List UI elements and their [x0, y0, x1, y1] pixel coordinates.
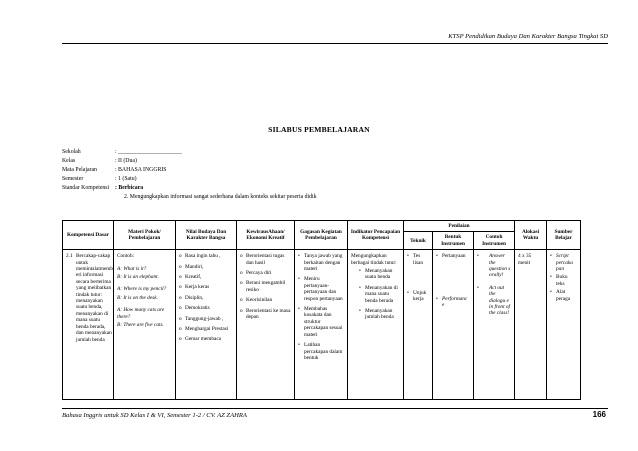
sumber-item: Script percaka pan	[556, 253, 573, 273]
alokasi-value: 4 x 35 menit	[518, 253, 532, 266]
cell-sumber	[547, 250, 581, 400]
dot-bullet-icon: •	[407, 290, 409, 297]
cell-materi	[114, 250, 176, 400]
cell-kewirausahaan	[237, 250, 295, 400]
materi-line: B: There are five cats.	[117, 322, 164, 329]
materi-line: B: It is on the desk.	[117, 294, 158, 301]
footer-text: Bahasa Inggris untuk SD Kelas I & VI, Semester 1-2 / CV. AZ ZAHRA	[62, 412, 247, 419]
info-block	[62, 148, 317, 201]
cell-kompetensi	[63, 250, 114, 400]
cell-nilai	[176, 250, 237, 400]
header-rule	[62, 43, 608, 44]
materi-line: B: It is an elephant.	[117, 274, 159, 281]
dot-bullet-icon: •	[477, 253, 479, 260]
indikator-item: Menanyakan jumlah benda	[365, 308, 394, 321]
col-indikator: Indikator Pencapaian Kompetensi	[348, 221, 404, 250]
dot-bullet-icon: •	[550, 274, 552, 281]
info-label: Standar Kompetensi	[62, 184, 110, 191]
circle-bullet-icon: o	[179, 263, 182, 270]
gagasan-item: Latihan percakapan dalam bentuk	[304, 342, 343, 361]
standard-competency-detail: 2. Mengungkapkan informasi sangat sederhana dalam konteks sekitar peserta didik	[124, 193, 317, 200]
kewirausahaan-item: Berorientasi ke masa depan	[246, 307, 291, 321]
col-teknik: Teknik	[404, 232, 433, 250]
dot-bullet-icon: •	[298, 276, 300, 283]
col-kompetensi-dasar: Kompetensi Dasar	[63, 221, 114, 250]
info-label: Semester	[62, 175, 84, 182]
circle-bullet-icon: o	[179, 326, 182, 333]
teknik-item: Unjuk kerja	[413, 290, 427, 303]
page-number: 166	[592, 410, 606, 419]
cell-alokasi	[515, 250, 547, 400]
sumber-item: Buku teks	[556, 274, 568, 287]
circle-bullet-icon: o	[240, 280, 243, 287]
kewirausahaan-item: Berorientasi tugas dan hasil	[246, 253, 285, 266]
dot-bullet-icon: •	[298, 342, 300, 349]
info-row	[62, 166, 317, 175]
dot-bullet-icon: •	[477, 284, 479, 291]
indikator-intro: Mengungkapkan berbagai tindak tutur:	[351, 253, 397, 266]
materi-line: A: What is it?	[117, 265, 147, 272]
dot-bullet-icon: •	[359, 308, 361, 315]
nilai-item: Kreatif,	[185, 274, 202, 281]
circle-bullet-icon: o	[179, 284, 182, 291]
materi-line: Contoh:	[117, 253, 135, 260]
kewirausahaan-item: Berani mengambil resiko	[246, 280, 286, 293]
circle-bullet-icon: o	[240, 253, 243, 260]
nilai-item: Rasa ingin tahu ,	[185, 253, 221, 260]
nilai-item: Demokratis	[185, 305, 210, 312]
kewirausahaan-item: Percaya diri	[246, 270, 272, 277]
dot-bullet-icon: •	[436, 295, 438, 302]
info-value: : II (Dua)	[115, 157, 137, 164]
info-row	[62, 148, 317, 157]
info-row	[62, 175, 317, 184]
dot-bullet-icon: •	[550, 253, 552, 260]
info-label: Mata Pelajaran	[62, 166, 97, 173]
col-sumber-belajar: Sumber Belajar	[547, 221, 581, 250]
circle-bullet-icon: o	[179, 253, 182, 260]
circle-bullet-icon: o	[179, 315, 182, 322]
dot-bullet-icon: •	[359, 268, 361, 275]
sumber-item: Alat peraga	[556, 289, 571, 302]
gagasan-item: Membahas kosakata dan struktur percakapan sesuai materi	[304, 306, 343, 338]
kd-text: Bercakap-cakap untuk memintalatmemb eri informasi secara berterima yang melibatkan tindak tutur: menanyakan suatu benda, menanyakan di mana suatu benda berada, dan menanyakan jumlah benda	[76, 253, 114, 343]
circle-bullet-icon: o	[240, 307, 243, 314]
kd-number: 2.1	[66, 253, 73, 260]
dot-bullet-icon: •	[359, 284, 361, 291]
table-row	[63, 250, 581, 400]
col-alokasi-waktu: Alokasi Waktu	[515, 221, 547, 250]
info-value: : BAHASA INGGRIS	[115, 166, 167, 173]
cell-teknik	[404, 250, 433, 400]
header-note: KTSP Pendidikan Budaya Dan Karakter Bangsa Tingkat SD	[448, 33, 608, 40]
indikator-item: Menanyakan di mana suatu benda berada	[365, 284, 398, 304]
info-value: : ______________________	[115, 149, 182, 155]
cell-contoh	[474, 250, 515, 400]
indikator-item: Menanyakan suatu benda	[365, 268, 393, 281]
circle-bullet-icon: o	[240, 270, 243, 277]
circle-bullet-icon: o	[179, 274, 182, 281]
dot-bullet-icon: •	[298, 306, 300, 313]
nilai-item: Gemar membaca	[185, 336, 222, 343]
circle-bullet-icon: o	[179, 336, 182, 343]
info-value: : Berbicara	[115, 184, 144, 191]
cell-gagasan	[295, 250, 348, 400]
materi-line: A: Where is my pencil?	[117, 286, 167, 293]
nilai-item: Disiplin,	[185, 294, 204, 301]
page-title: SILABUS PEMBELAJARAN	[268, 125, 370, 134]
dot-bullet-icon: •	[436, 253, 438, 260]
col-gagasan-kegiatan: Gagasan Kegiatan Pembelajaran	[295, 221, 348, 250]
col-materi-pokok: Materi Pokok/ Pembelajaran	[114, 221, 176, 250]
nilai-item: Mandiri,	[185, 263, 204, 270]
dot-bullet-icon: •	[298, 253, 300, 260]
col-bentuk-instrumen: Bentuk Instrumen	[433, 232, 474, 250]
info-value: : 1 (Satu)	[115, 175, 137, 182]
teknik-item: Tes lisan	[413, 253, 424, 266]
dot-bullet-icon: •	[407, 253, 409, 260]
info-label: Kelas	[62, 157, 76, 164]
col-penilaian: Penilaian	[404, 221, 515, 232]
col-contoh-instrumen: Contoh Instrumen	[474, 232, 515, 250]
gagasan-item: Meniru pertanyaan-pertanyaan dan respon pertanyaan	[304, 276, 343, 302]
cell-indikator	[348, 250, 404, 400]
contoh-item: Act out the dialogu e in front of the class!	[489, 284, 510, 317]
nilai-item: Kerja keras	[185, 284, 210, 291]
nilai-item: Menghargai Prestasi	[185, 326, 229, 333]
dot-bullet-icon: •	[550, 289, 552, 296]
circle-bullet-icon: o	[179, 305, 182, 312]
info-row	[62, 157, 317, 166]
circle-bullet-icon: o	[179, 294, 182, 301]
materi-line: A: How many cats are there?	[117, 307, 165, 320]
col-nilai-budaya: Nilai Budaya Dan Karakter Bangsa	[176, 221, 237, 250]
circle-bullet-icon: o	[240, 297, 243, 304]
syllabus-table	[62, 220, 581, 400]
col-kewirausahaan: KewirausAhaan/ Ekonomi Kreatif	[237, 221, 295, 250]
cell-bentuk	[433, 250, 474, 400]
bentuk-item: Pertanyaan	[442, 253, 466, 260]
nilai-item: Tanggung-jawab ,	[185, 315, 224, 322]
info-row	[62, 184, 317, 193]
contoh-item: Answer the question s orally!	[489, 253, 511, 279]
gagasan-item: Tanya jawab yang berkaitan dengan materi	[304, 253, 343, 273]
bentuk-item: Performanc e	[442, 295, 468, 309]
footer-rule	[62, 408, 608, 409]
info-label: Sekolah	[62, 149, 81, 155]
kewirausahaan-item: Keorisinilan	[246, 297, 273, 304]
